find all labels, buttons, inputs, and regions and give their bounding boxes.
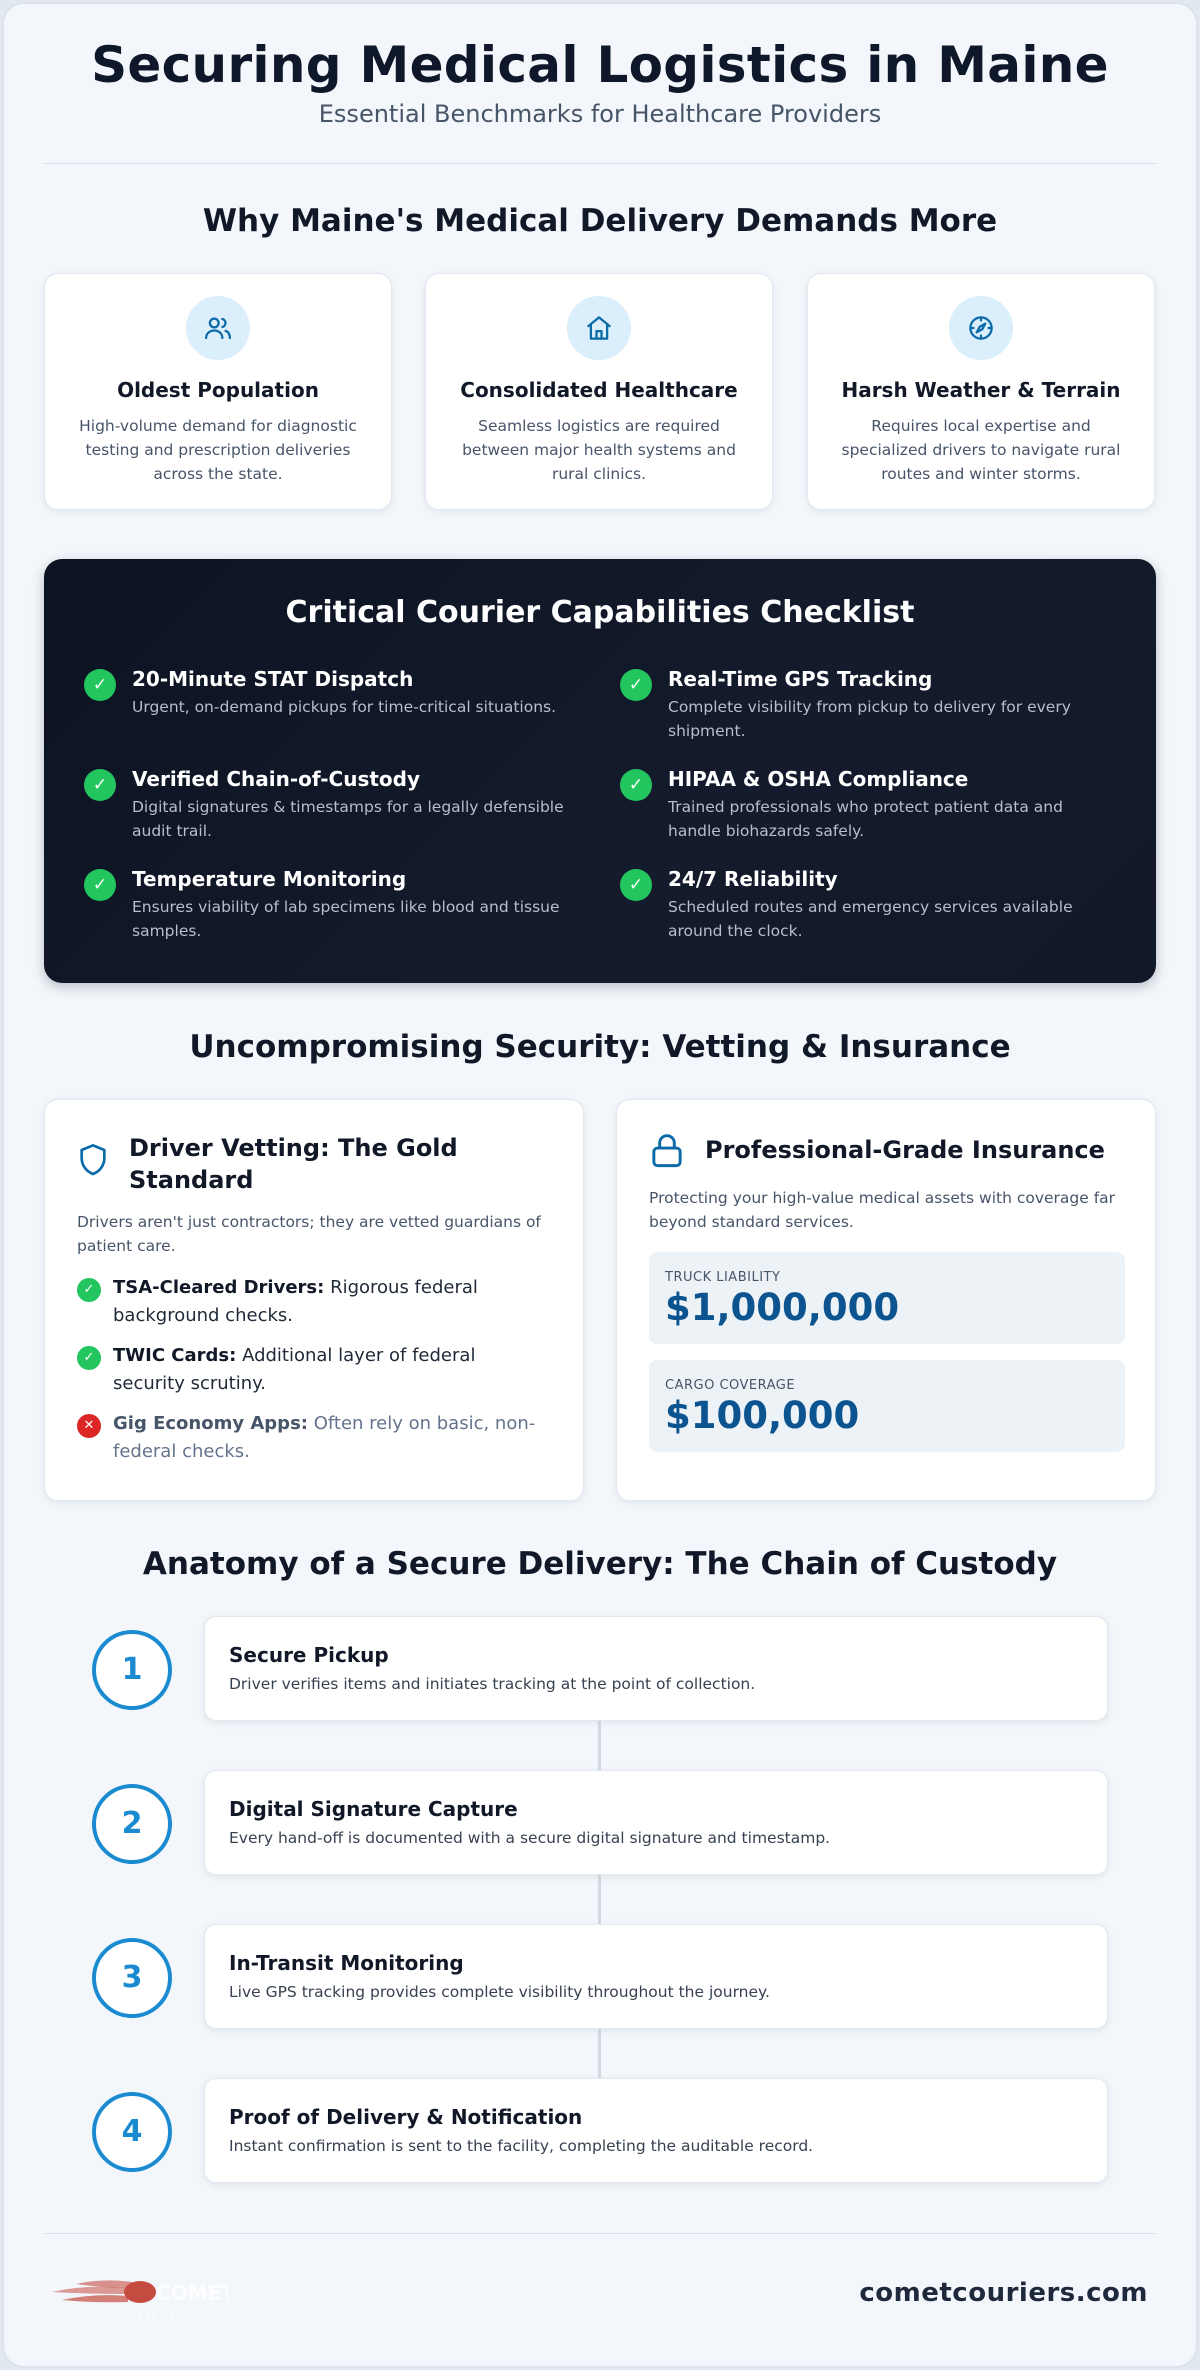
checklist-item-title: Real-Time GPS Tracking — [668, 667, 933, 691]
vetting-item-label: Gig Economy Apps: — [113, 1413, 308, 1434]
why-card-title: Oldest Population — [117, 378, 319, 402]
step-desc: Live GPS tracking provides complete visibility throughout the journey. — [229, 1983, 770, 2001]
checklist-item-desc: Complete visibility from pickup to delivery for every shipment. — [668, 698, 1071, 740]
why-card-desc: Seamless logistics are required between major health systems and rural clinics. — [462, 417, 736, 483]
checklist-item-title: Temperature Monitoring — [132, 867, 407, 891]
step-title: Digital Signature Capture — [229, 1797, 518, 1821]
coverage-value: $1,000,000 — [665, 1286, 900, 1329]
driver-vetting-card — [44, 1099, 584, 1501]
vetting-title: Driver Vetting: The Gold Standard — [129, 1134, 458, 1194]
why-card-weather — [807, 273, 1155, 510]
checklist-item-desc: Digital signatures & timestamps for a legally defensible audit trail. — [132, 798, 564, 840]
why-card-title: Consolidated Healthcare — [460, 378, 738, 402]
cargo-coverage-box — [649, 1360, 1125, 1452]
step-card — [204, 1770, 1108, 1875]
step-card — [204, 1924, 1108, 2029]
timeline-connector — [598, 1720, 601, 1772]
step-number: 2 — [92, 1784, 172, 1864]
step-number: 1 — [92, 1630, 172, 1710]
insurance-card — [616, 1099, 1156, 1501]
truck-liability-box — [649, 1252, 1125, 1344]
step-title: Secure Pickup — [229, 1643, 389, 1667]
cross-icon: ✕ — [77, 1414, 101, 1438]
step-card — [204, 2078, 1108, 2183]
checklist-item-desc: Urgent, on-demand pickups for time-critical situations. — [132, 698, 557, 716]
checklist-title: Critical Courier Capabilities Checklist — [285, 595, 915, 630]
step-title: In-Transit Monitoring — [229, 1951, 464, 1975]
vetting-item-label: TWIC Cards: — [113, 1345, 237, 1366]
why-card-healthcare — [425, 273, 773, 510]
check-icon: ✓ — [84, 769, 116, 801]
insurance-intro: Protecting your high-value medical assets with coverage far beyond standard services. — [649, 1189, 1116, 1231]
checklist-item-title: 20-Minute STAT Dispatch — [132, 667, 414, 691]
checklist-item-title: 24/7 Reliability — [668, 867, 838, 891]
checklist-item-title: HIPAA & OSHA Compliance — [668, 767, 969, 791]
users-icon — [186, 296, 250, 360]
insurance-title: Professional-Grade Insurance — [705, 1136, 1105, 1164]
vetting-item-label: TSA-Cleared Drivers: — [113, 1277, 325, 1298]
timeline-connector — [598, 2028, 601, 2080]
footer-divider — [44, 2233, 1156, 2234]
check-icon: ✓ — [620, 769, 652, 801]
checklist-item-desc: Scheduled routes and emergency services available around the clock. — [668, 898, 1073, 940]
hospital-icon — [567, 296, 631, 360]
footer-website-link[interactable]: cometcouriers.com — [859, 2278, 1148, 2308]
why-card-title: Harsh Weather & Terrain — [841, 378, 1121, 402]
checklist-item-desc: Trained professionals who protect patient data and handle biohazards safely. — [668, 798, 1063, 840]
coverage-label: TRUCK LIABILITY — [665, 1270, 781, 1285]
security-section-title: Uncompromising Security: Vetting & Insurance — [189, 1029, 1011, 1065]
step-desc: Driver verifies items and initiates tracking at the point of collection. — [229, 1675, 756, 1693]
check-icon: ✓ — [84, 669, 116, 701]
step-title: Proof of Delivery & Notification — [229, 2105, 583, 2129]
shield-icon — [77, 1142, 109, 1182]
why-card-desc: Requires local expertise and specialized drivers to navigate rural routes and winter storms. — [841, 417, 1121, 483]
coverage-label: CARGO COVERAGE — [665, 1378, 796, 1393]
step-desc: Every hand-off is documented with a secure digital signature and timestamp. — [229, 1829, 831, 1847]
logo-text: COMET — [156, 2281, 228, 2305]
checklist-item-desc: Ensures viability of lab specimens like blood and tissue samples. — [132, 898, 560, 940]
capabilities-checklist — [44, 559, 1156, 983]
check-icon: ✓ — [620, 869, 652, 901]
why-card-desc: High-volume demand for diagnostic testing and prescription deliveries across the state. — [79, 417, 357, 483]
comet-couriers-logo — [48, 2260, 228, 2330]
checklist-item-title: Verified Chain-of-Custody — [132, 767, 421, 791]
page-title: Securing Medical Logistics in Maine — [91, 36, 1109, 94]
page-subtitle: Essential Benchmarks for Healthcare Providers — [318, 100, 882, 128]
step-card — [204, 1616, 1108, 1721]
lock-icon — [649, 1132, 685, 1174]
why-section-title: Why Maine's Medical Delivery Demands More — [202, 203, 998, 239]
logo-subtext: COURIERS — [108, 2313, 179, 2323]
vetting-item-text: Rigorous federal background checks. — [113, 1277, 478, 1326]
vetting-item-text: Additional layer of federal security scrutiny. — [113, 1345, 476, 1394]
divider — [44, 163, 1156, 164]
vetting-item-text: Often rely on basic, non-federal checks. — [113, 1413, 536, 1462]
chain-section-title: Anatomy of a Secure Delivery: The Chain of Custody — [142, 1546, 1058, 1582]
check-icon: ✓ — [77, 1278, 101, 1302]
timeline-connector — [598, 1874, 601, 1926]
step-desc: Instant confirmation is sent to the facility, completing the auditable record. — [229, 2137, 814, 2155]
compass-icon — [949, 296, 1013, 360]
coverage-value: $100,000 — [665, 1394, 860, 1437]
check-icon: ✓ — [84, 869, 116, 901]
check-icon: ✓ — [620, 669, 652, 701]
step-number: 4 — [92, 2092, 172, 2172]
why-card-population — [44, 273, 392, 510]
vetting-intro: Drivers aren't just contractors; they are vetted guardians of patient care. — [77, 1213, 541, 1255]
step-number: 3 — [92, 1938, 172, 2018]
check-icon: ✓ — [77, 1346, 101, 1370]
